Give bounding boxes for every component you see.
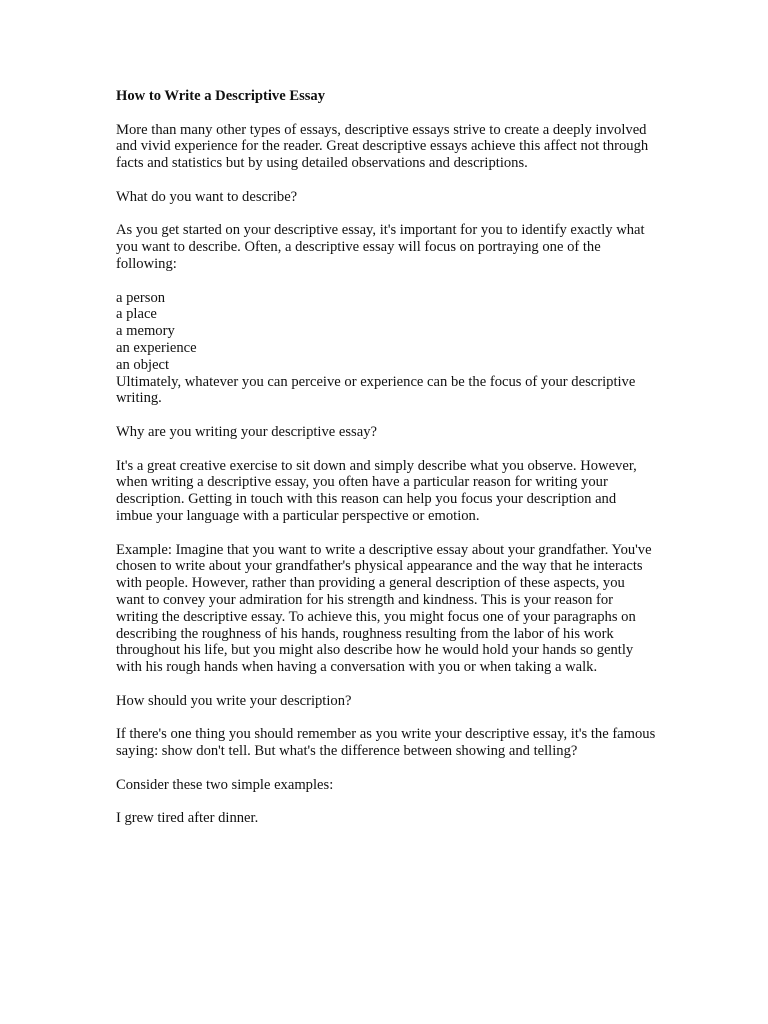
list-item: an object (116, 356, 170, 373)
describe-paragraph: As you get started on your descriptive essay, it's important for you to identify exactly what you want to describe. Often, a descriptive essay will focus on portraying one of the following: (116, 222, 645, 272)
why-paragraph: It's a great creative exercise to sit down and simply describe what you observe. However, when writing a descriptive essay, you often have a particular reason for writing your description. Getting in touch with this reason can help you focus your description and imbue your language with a particular perspective or emotion. (116, 457, 637, 524)
document-page (116, 88, 656, 844)
subject-list (116, 290, 656, 374)
consider-paragraph: Consider these two simple examples: (116, 776, 334, 793)
list-item: a memory (116, 323, 175, 340)
example-sentence: I grew tired after dinner. (116, 810, 259, 827)
list-item: a person (116, 289, 166, 306)
heading-why-writing: Why are you writing your descriptive essay? (116, 423, 377, 440)
list-item: an experience (116, 339, 197, 356)
document-title: How to Write a Descriptive Essay (116, 88, 326, 104)
how-paragraph: If there's one thing you should remember as you write your descriptive essay, it's the famous saying: show don't tell. But what's the difference between showing and telling? (116, 726, 656, 760)
list-item: a place (116, 306, 157, 323)
after-list-paragraph: Ultimately, whatever you can perceive or experience can be the focus of your descriptive writing. (116, 373, 636, 407)
intro-paragraph: More than many other types of essays, descriptive essays strive to create a deeply involved and vivid experience for the reader. Great descriptive essays achieve this affect not through facts and statistics but by using detailed observations and descriptions. (116, 121, 649, 172)
example-paragraph: Example: Imagine that you want to write a descriptive essay about your grandfather. You've chosen to write about your grandfather's physical appearance and the way that he interacts with people. However, rather than providing a general description of these aspects, you want to convey your admiration for his strength and kindness. This is your reason for writing the descriptive essay. To achieve this, you might focus one of your paragraphs on describing the roughness of his hands, roughness resulting from the labor of his work throughout his life, but you might also describe how he would hold your hands so gently with his rough hands when having a conversation with you or when taking a walk. (116, 541, 652, 676)
heading-how-to-write: How should you write your description? (116, 692, 352, 709)
heading-what-to-describe: What do you want to describe? (116, 188, 298, 205)
